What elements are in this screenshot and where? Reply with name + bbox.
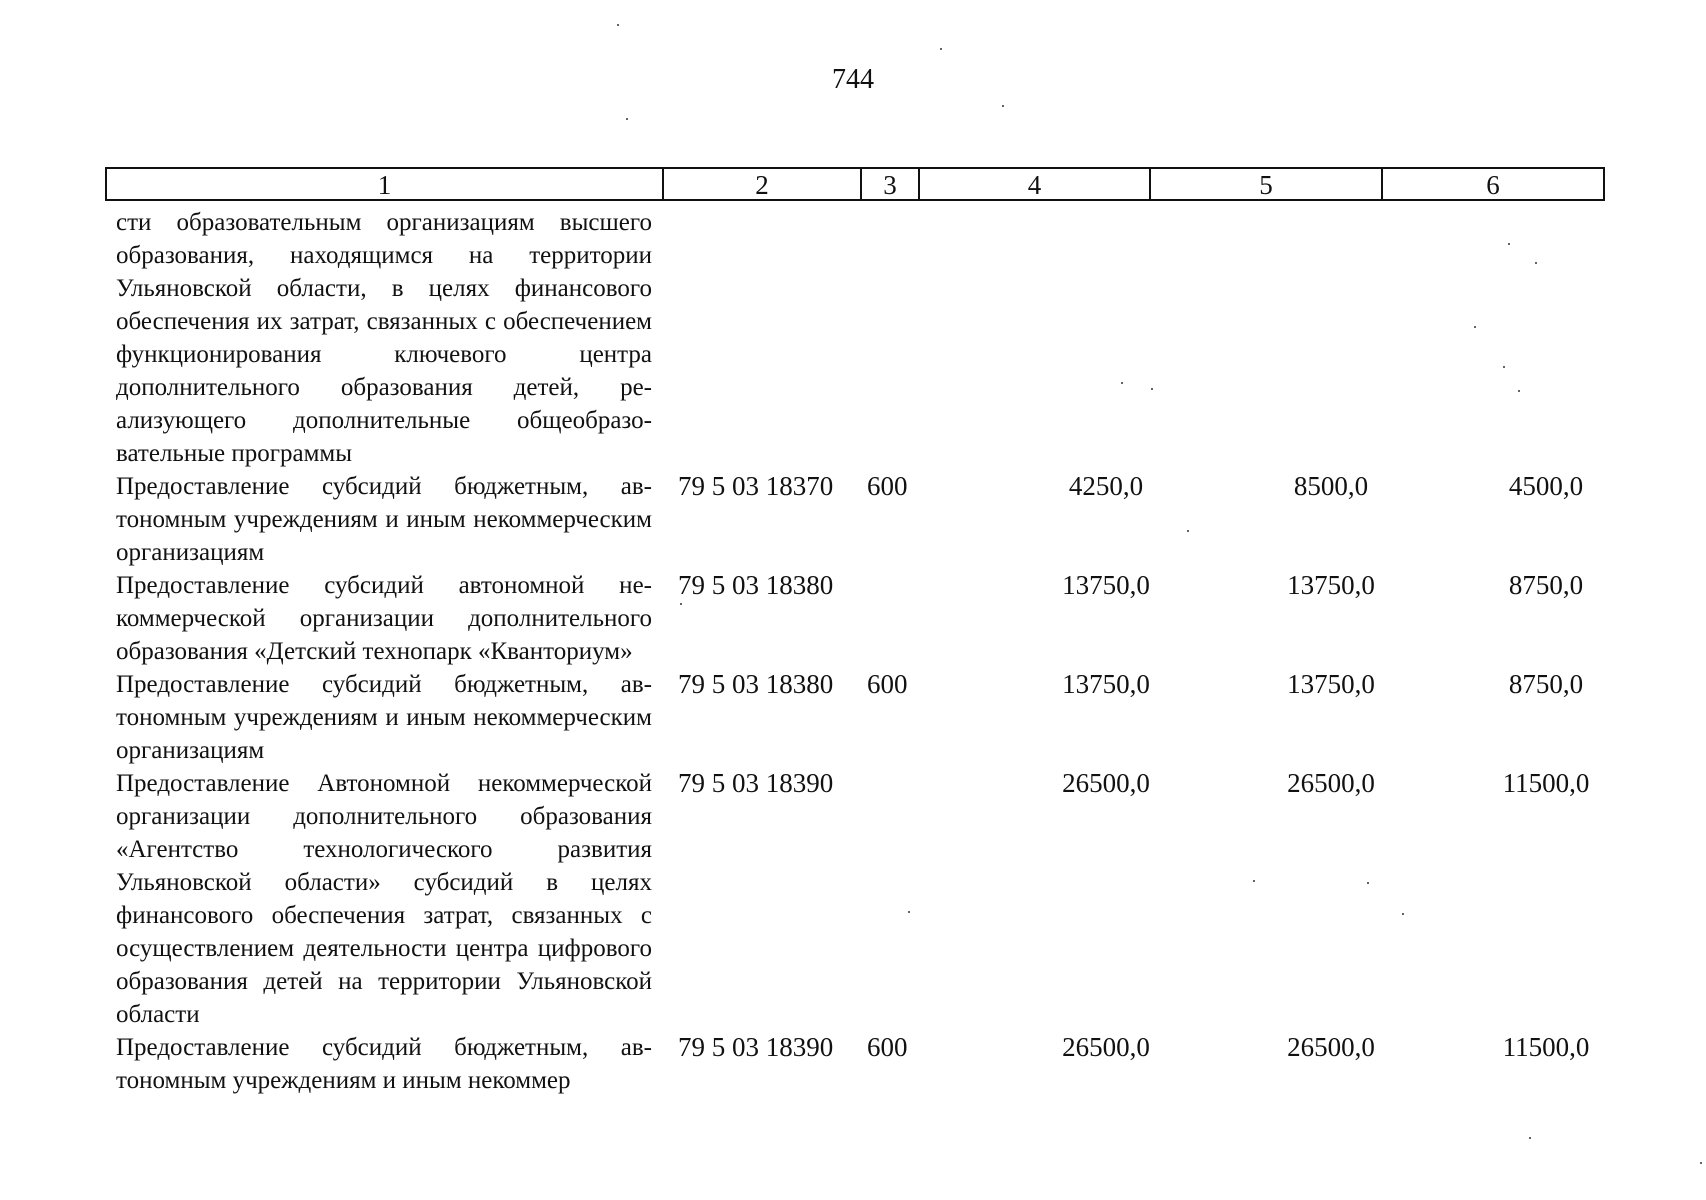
row-description: Предоставление субсидий автономной некоммерческой организации дополнительного образования «Детский технопарк «Кванториум»	[116, 572, 652, 665]
row-expense-type: 600	[867, 1032, 908, 1062]
row-description: Предоставление субсидий бюджетным, автономным учреждениям и иным некоммерческим организациям	[116, 473, 652, 566]
scan-speck	[1529, 1137, 1531, 1139]
row-expense-type: 600	[867, 471, 908, 501]
table-row	[116, 668, 1616, 767]
row-description: Предоставление Автономной некоммерческой организации дополнительного образования «Агентство технологического развития Ульяновской области» субсидий в целях финансового обеспечения затрат, связанных с осуществлением деятельности центра цифрового образования детей на территории Ульяновской области	[116, 770, 652, 1028]
scan-speck	[617, 24, 619, 26]
header-col-5: 5	[1149, 169, 1381, 199]
scan-speck	[1367, 882, 1369, 884]
row-description: сти образовательным организациям высшего образования, находящимся на территории Ульяновской области, в целях финансового обеспечения их затрат, связанных с обеспечением функционирования ключевого центра дополнительного образования детей, реализующего дополнительные общеобразовательные программы	[116, 209, 652, 467]
table-header	[105, 167, 1605, 201]
table-row	[116, 1031, 1616, 1097]
row-value-col5: 26500,0	[1287, 768, 1375, 798]
scan-speck	[1151, 388, 1153, 390]
row-value-col5: 26500,0	[1287, 1032, 1375, 1062]
table-row	[116, 206, 1616, 470]
scan-speck	[1474, 326, 1476, 328]
row-value-col6: 11500,0	[1502, 768, 1590, 798]
row-value-col6: 8750,0	[1508, 570, 1584, 600]
scan-speck	[1253, 880, 1255, 882]
row-code: 79 5 03 18370	[678, 471, 834, 501]
row-value-col4: 26500,0	[1062, 1032, 1150, 1062]
scan-speck	[680, 603, 682, 605]
scan-speck	[626, 118, 628, 120]
header-col-2: 2	[662, 169, 860, 199]
header-col-6: 6	[1381, 169, 1603, 199]
scan-speck	[1121, 382, 1123, 384]
row-code: 79 5 03 18390	[678, 1032, 834, 1062]
row-value-col4: 13750,0	[1062, 570, 1150, 600]
scan-speck	[1700, 1162, 1702, 1164]
row-value-col6: 4500,0	[1508, 471, 1584, 501]
row-code: 79 5 03 18380	[678, 570, 834, 600]
header-col-4: 4	[918, 169, 1149, 199]
table-body	[116, 206, 1616, 1097]
row-value-col4: 4250,0	[1068, 471, 1144, 501]
row-value-col5: 13750,0	[1287, 669, 1375, 699]
row-value-col6: 8750,0	[1508, 669, 1584, 699]
header-col-1: 1	[377, 170, 392, 200]
row-value-col5: 13750,0	[1287, 570, 1375, 600]
scan-speck	[1535, 262, 1537, 264]
row-value-col6: 11500,0	[1502, 1032, 1590, 1062]
row-value-col4: 26500,0	[1062, 768, 1150, 798]
header-col-3: 3	[860, 169, 918, 199]
scan-speck	[1503, 366, 1505, 368]
scan-speck	[1187, 530, 1189, 532]
table-row	[116, 767, 1616, 1031]
row-expense-type: 600	[867, 669, 908, 699]
row-value-col5: 8500,0	[1293, 471, 1369, 501]
scan-speck	[1518, 390, 1520, 392]
table-row	[116, 569, 1616, 668]
scan-speck	[908, 911, 910, 913]
row-description: Предоставление субсидий бюджетным, автономным учреждениям и иным некоммерческим организациям	[116, 671, 652, 764]
scan-speck	[940, 48, 942, 50]
row-code: 79 5 03 18380	[678, 669, 834, 699]
page-number: 744	[832, 64, 874, 95]
scan-speck	[1402, 913, 1404, 915]
scan-speck	[1002, 105, 1004, 107]
row-code: 79 5 03 18390	[678, 768, 834, 798]
row-value-col4: 13750,0	[1062, 669, 1150, 699]
table-row	[116, 470, 1616, 569]
row-description: Предоставление субсидий бюджетным, автономным учреждениям и иным некоммер	[116, 1034, 652, 1094]
scan-speck	[1508, 243, 1510, 245]
